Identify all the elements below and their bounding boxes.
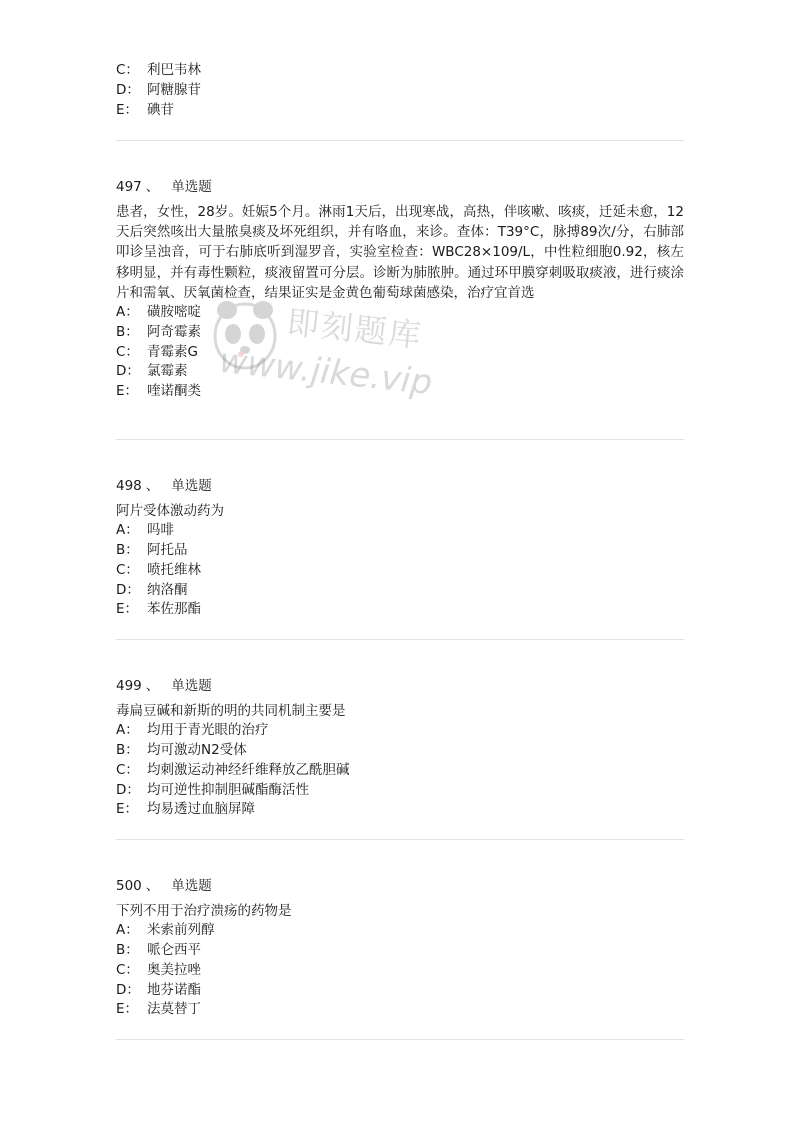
question-number: 497	[116, 179, 142, 195]
option-b[interactable]: B： 阿奇霉素	[116, 323, 201, 340]
option-e[interactable]: E： 法莫替丁	[116, 1001, 201, 1018]
divider	[116, 140, 684, 141]
option-b[interactable]: B： 均可激动N2受体	[116, 742, 247, 758]
question-497	[116, 177, 684, 402]
question-number: 499	[116, 678, 142, 694]
option-e[interactable]: E： 喹诺酮类	[116, 383, 201, 400]
divider	[116, 439, 684, 440]
option-d[interactable]: D： 阿糖腺苷	[116, 81, 201, 98]
option-a[interactable]: A： 吗啡	[116, 522, 174, 539]
option-c[interactable]: C： 利巴韦林	[116, 62, 201, 78]
question-type: 单选题	[171, 478, 212, 494]
option-c[interactable]: C： 喷托维林	[116, 561, 201, 578]
question-stem: 阿片受体激动药为	[116, 503, 224, 519]
option-a[interactable]: A： 均用于青光眼的治疗	[116, 722, 269, 739]
option-e[interactable]: E： 苯佐那酯	[116, 601, 201, 618]
question-stem: 患者，女性，28岁。妊娠5个月。淋雨1天后，出现寒战，高热，伴咳嗽、咳痰，迁延未愈，12天后突然咳出大量脓臭痰及坏死组织，并有咯血，来诊。查体：T39°C，脉搏89次/分，右肺部叩诊呈浊音，可于右肺底听到湿罗音，实验室检查：WBC28×109/L，中性粒细胞0.92，核左移明显，并有毒性颗粒，痰液留置可分层。诊断为肺脓肿。通过环甲膜穿刺吸取痰液，进行痰涂片和需氧、厌氧菌检查，结果证实是金黄色葡萄球菌感染，治疗宜首选	[116, 204, 684, 301]
question-number: 500	[116, 878, 142, 894]
option-d[interactable]: D： 纳洛酮	[116, 581, 188, 598]
option-e[interactable]: E： 碘苷	[116, 101, 174, 118]
question-type: 单选题	[171, 878, 212, 894]
option-c[interactable]: C： 均刺激运动神经纤维释放乙酰胆碱	[116, 761, 350, 778]
question-header: 499 、 单选题	[116, 678, 212, 694]
question-type: 单选题	[171, 678, 212, 694]
option-d[interactable]: D： 均可逆性抑制胆碱酯酶活性	[116, 781, 309, 798]
option-c[interactable]: C： 奥美拉唑	[116, 961, 201, 978]
option-a[interactable]: A： 米索前列醇	[116, 922, 215, 939]
question-number: 498	[116, 478, 142, 494]
divider	[116, 639, 684, 640]
question-header: 497 、 单选题	[116, 179, 212, 195]
question-type: 单选题	[171, 179, 212, 195]
divider	[116, 839, 684, 840]
option-b[interactable]: B： 阿托品	[116, 542, 188, 558]
question-stem: 毒扁豆碱和新斯的明的共同机制主要是	[116, 703, 346, 719]
watermark-brand: 即刻题库	[285, 302, 425, 355]
option-d[interactable]: D： 地芬诺酯	[116, 981, 201, 998]
question-498	[116, 476, 684, 620]
option-e[interactable]: E： 均易透过血脑屏障	[116, 801, 255, 818]
question-header: 498 、 单选题	[116, 478, 212, 494]
previous-question-options	[116, 61, 684, 120]
question-500	[116, 876, 684, 1020]
option-b[interactable]: B： 哌仑西平	[116, 942, 201, 958]
watermark-url: www.jike.vip	[217, 340, 435, 404]
option-c[interactable]: C： 青霉素G	[116, 343, 198, 360]
divider	[116, 1039, 684, 1040]
question-499	[116, 676, 684, 820]
question-header: 500 、 单选题	[116, 878, 212, 894]
option-d[interactable]: D： 氯霉素	[116, 363, 188, 380]
option-a[interactable]: A： 磺胺嘧啶	[116, 304, 201, 321]
question-stem: 下列不用于治疗溃疡的药物是	[116, 903, 292, 919]
